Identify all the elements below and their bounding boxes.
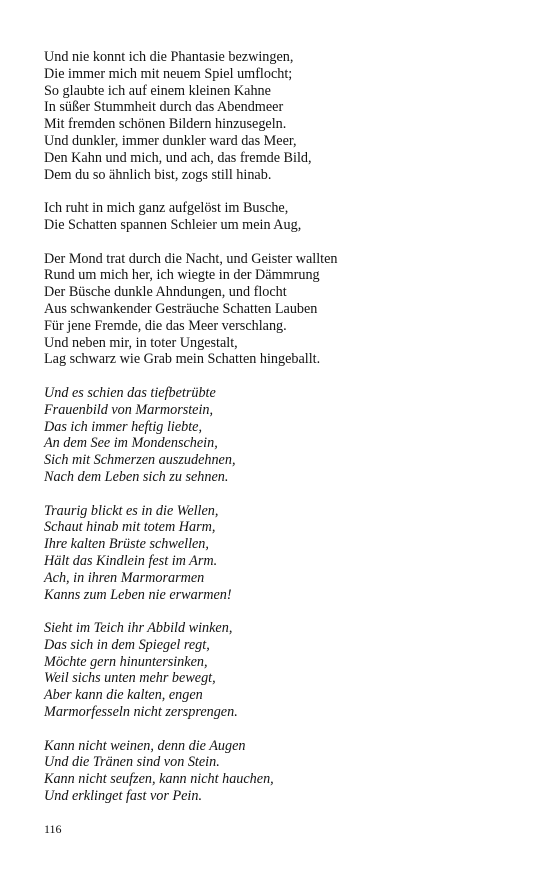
verse-line: Und die Tränen sind von Stein. [44, 754, 220, 771]
verse-line: Kann nicht seufzen, kann nicht hauchen, [44, 771, 274, 788]
verse-line: Hält das Kindlein fest im Arm. [44, 552, 218, 569]
verse-line: Möchte gern hinuntersinken, [44, 653, 208, 670]
verse-line: Sich mit Schmerzen auszudehnen, [44, 452, 236, 469]
verse-line: Frauenbild von Marmorstein, [44, 401, 214, 418]
verse-line: Die Schatten spannen Schleier um mein Aug, [44, 216, 302, 233]
verse-line: Und es schien das tiefbetrübte [44, 384, 216, 401]
verse-line: Der Mond trat durch die Nacht, und Geister wallten [44, 250, 338, 267]
stanza-italic [44, 738, 524, 805]
verse-line: Schaut hinab mit totem Harm, [44, 519, 216, 536]
verse-line: Mit fremden schönen Bildern hinzusegeln. [44, 116, 287, 133]
stanza-italic [44, 620, 524, 721]
verse-line: Und neben mir, in toter Ungestalt, [44, 334, 238, 351]
verse-line: Marmorfesseln nicht zersprengen. [44, 704, 238, 721]
verse-line: Das sich in dem Spiegel regt, [44, 636, 210, 653]
stanza [44, 200, 524, 234]
verse-line: Für jene Fremde, die das Meer verschlang. [44, 317, 287, 334]
verse-line: Und nie konnt ich die Phantasie bezwingen, [44, 49, 294, 65]
verse-line: Sieht im Teich ihr Abbild winken, [44, 620, 233, 637]
verse-line: Nach dem Leben sich zu sehnen. [44, 468, 229, 485]
verse-line: Die immer mich mit neuem Spiel umflocht; [44, 65, 293, 82]
verse-line: Aber kann die kalten, engen [44, 687, 203, 704]
page-number: 116 [44, 822, 62, 836]
stanza-italic [44, 385, 524, 486]
verse-line: Das ich immer heftig liebte, [44, 418, 203, 435]
verse-line: Ich ruht in mich ganz aufgelöst im Busche, [44, 200, 289, 217]
verse-line: Traurig blickt es in die Wellen, [44, 502, 219, 519]
poem-body [44, 49, 524, 822]
verse-line: Kanns zum Leben nie erwarmen! [44, 586, 232, 603]
verse-line: Der Büsche dunkle Ahndungen, und flocht [44, 284, 287, 301]
verse-line: Lag schwarz wie Grab mein Schatten hingeballt. [44, 351, 321, 368]
verse-line: Und erklinget fast vor Pein. [44, 788, 203, 805]
stanza [44, 49, 524, 183]
stanza-italic [44, 503, 524, 604]
verse-line: In süßer Stummheit durch das Abendmeer [44, 99, 284, 116]
verse-line: Weil sichs unten mehr bewegt, [44, 670, 216, 687]
verse-line: Den Kahn und mich, und ach, das fremde Bild, [44, 149, 312, 166]
verse-line: Aus schwankender Gesträuche Schatten Lauben [44, 300, 318, 317]
verse-line: Ihre kalten Brüste schwellen, [44, 536, 209, 553]
verse-line: Kann nicht weinen, denn die Augen [44, 737, 246, 754]
verse-line: Dem du so ähnlich bist, zogs still hinab. [44, 166, 272, 183]
stanza [44, 251, 524, 369]
verse-line: Ach, in ihren Marmorarmen [44, 569, 205, 586]
verse-line: Und dunkler, immer dunkler ward das Meer, [44, 132, 297, 149]
verse-line: So glaubte ich auf einem kleinen Kahne [44, 82, 271, 99]
verse-line: An dem See im Mondenschein, [44, 435, 218, 452]
verse-line: Rund um mich her, ich wiegte in der Dämmrung [44, 267, 320, 284]
